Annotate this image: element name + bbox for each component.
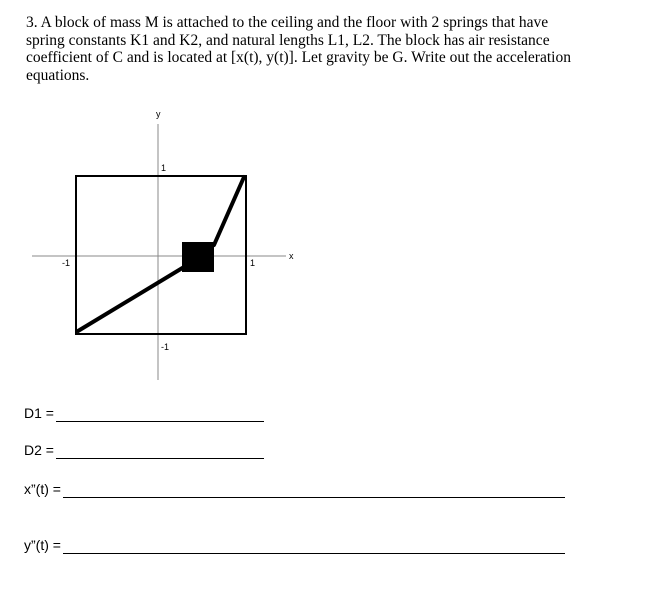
tick-label-top: 1 — [161, 163, 167, 173]
answer-d1-label: D1 = — [24, 405, 54, 421]
tick-label-left: -1 — [62, 258, 71, 268]
answer-x-accel — [24, 481, 565, 498]
spring-ceiling — [214, 177, 244, 245]
answer-y-accel — [24, 537, 565, 554]
answer-d2 — [24, 442, 264, 459]
problem-line-4: equations. — [26, 66, 90, 84]
answer-d1 — [24, 405, 264, 422]
tick-label-bottom: -1 — [161, 342, 170, 352]
x-axis-label: x — [289, 251, 294, 261]
answer-d1-blank[interactable] — [56, 407, 264, 422]
problem-line-1: 3. A block of mass M is attached to the ceiling and the floor with 2 springs that have — [26, 14, 549, 31]
answer-y-accel-label: y”(t) = — [24, 537, 61, 553]
answer-x-accel-blank[interactable] — [63, 483, 565, 498]
y-axis-label: y — [156, 109, 161, 119]
answer-x-accel-label: x”(t) = — [24, 481, 61, 497]
mass-block — [182, 242, 214, 272]
spring-floor — [78, 267, 184, 331]
bounding-box — [76, 176, 246, 334]
problem-line-3: coefficient of C and is located at [x(t), y(t)]. Let gravity be G. Write out the acceleration — [26, 49, 571, 66]
tick-label-right: 1 — [250, 258, 256, 268]
answer-y-accel-blank[interactable] — [63, 539, 565, 554]
answer-d2-label: D2 = — [24, 442, 54, 458]
problem-line-2: spring constants K1 and K2, and natural lengths L1, L2. The block has air resistance — [26, 31, 550, 49]
answer-d2-blank[interactable] — [56, 444, 264, 459]
